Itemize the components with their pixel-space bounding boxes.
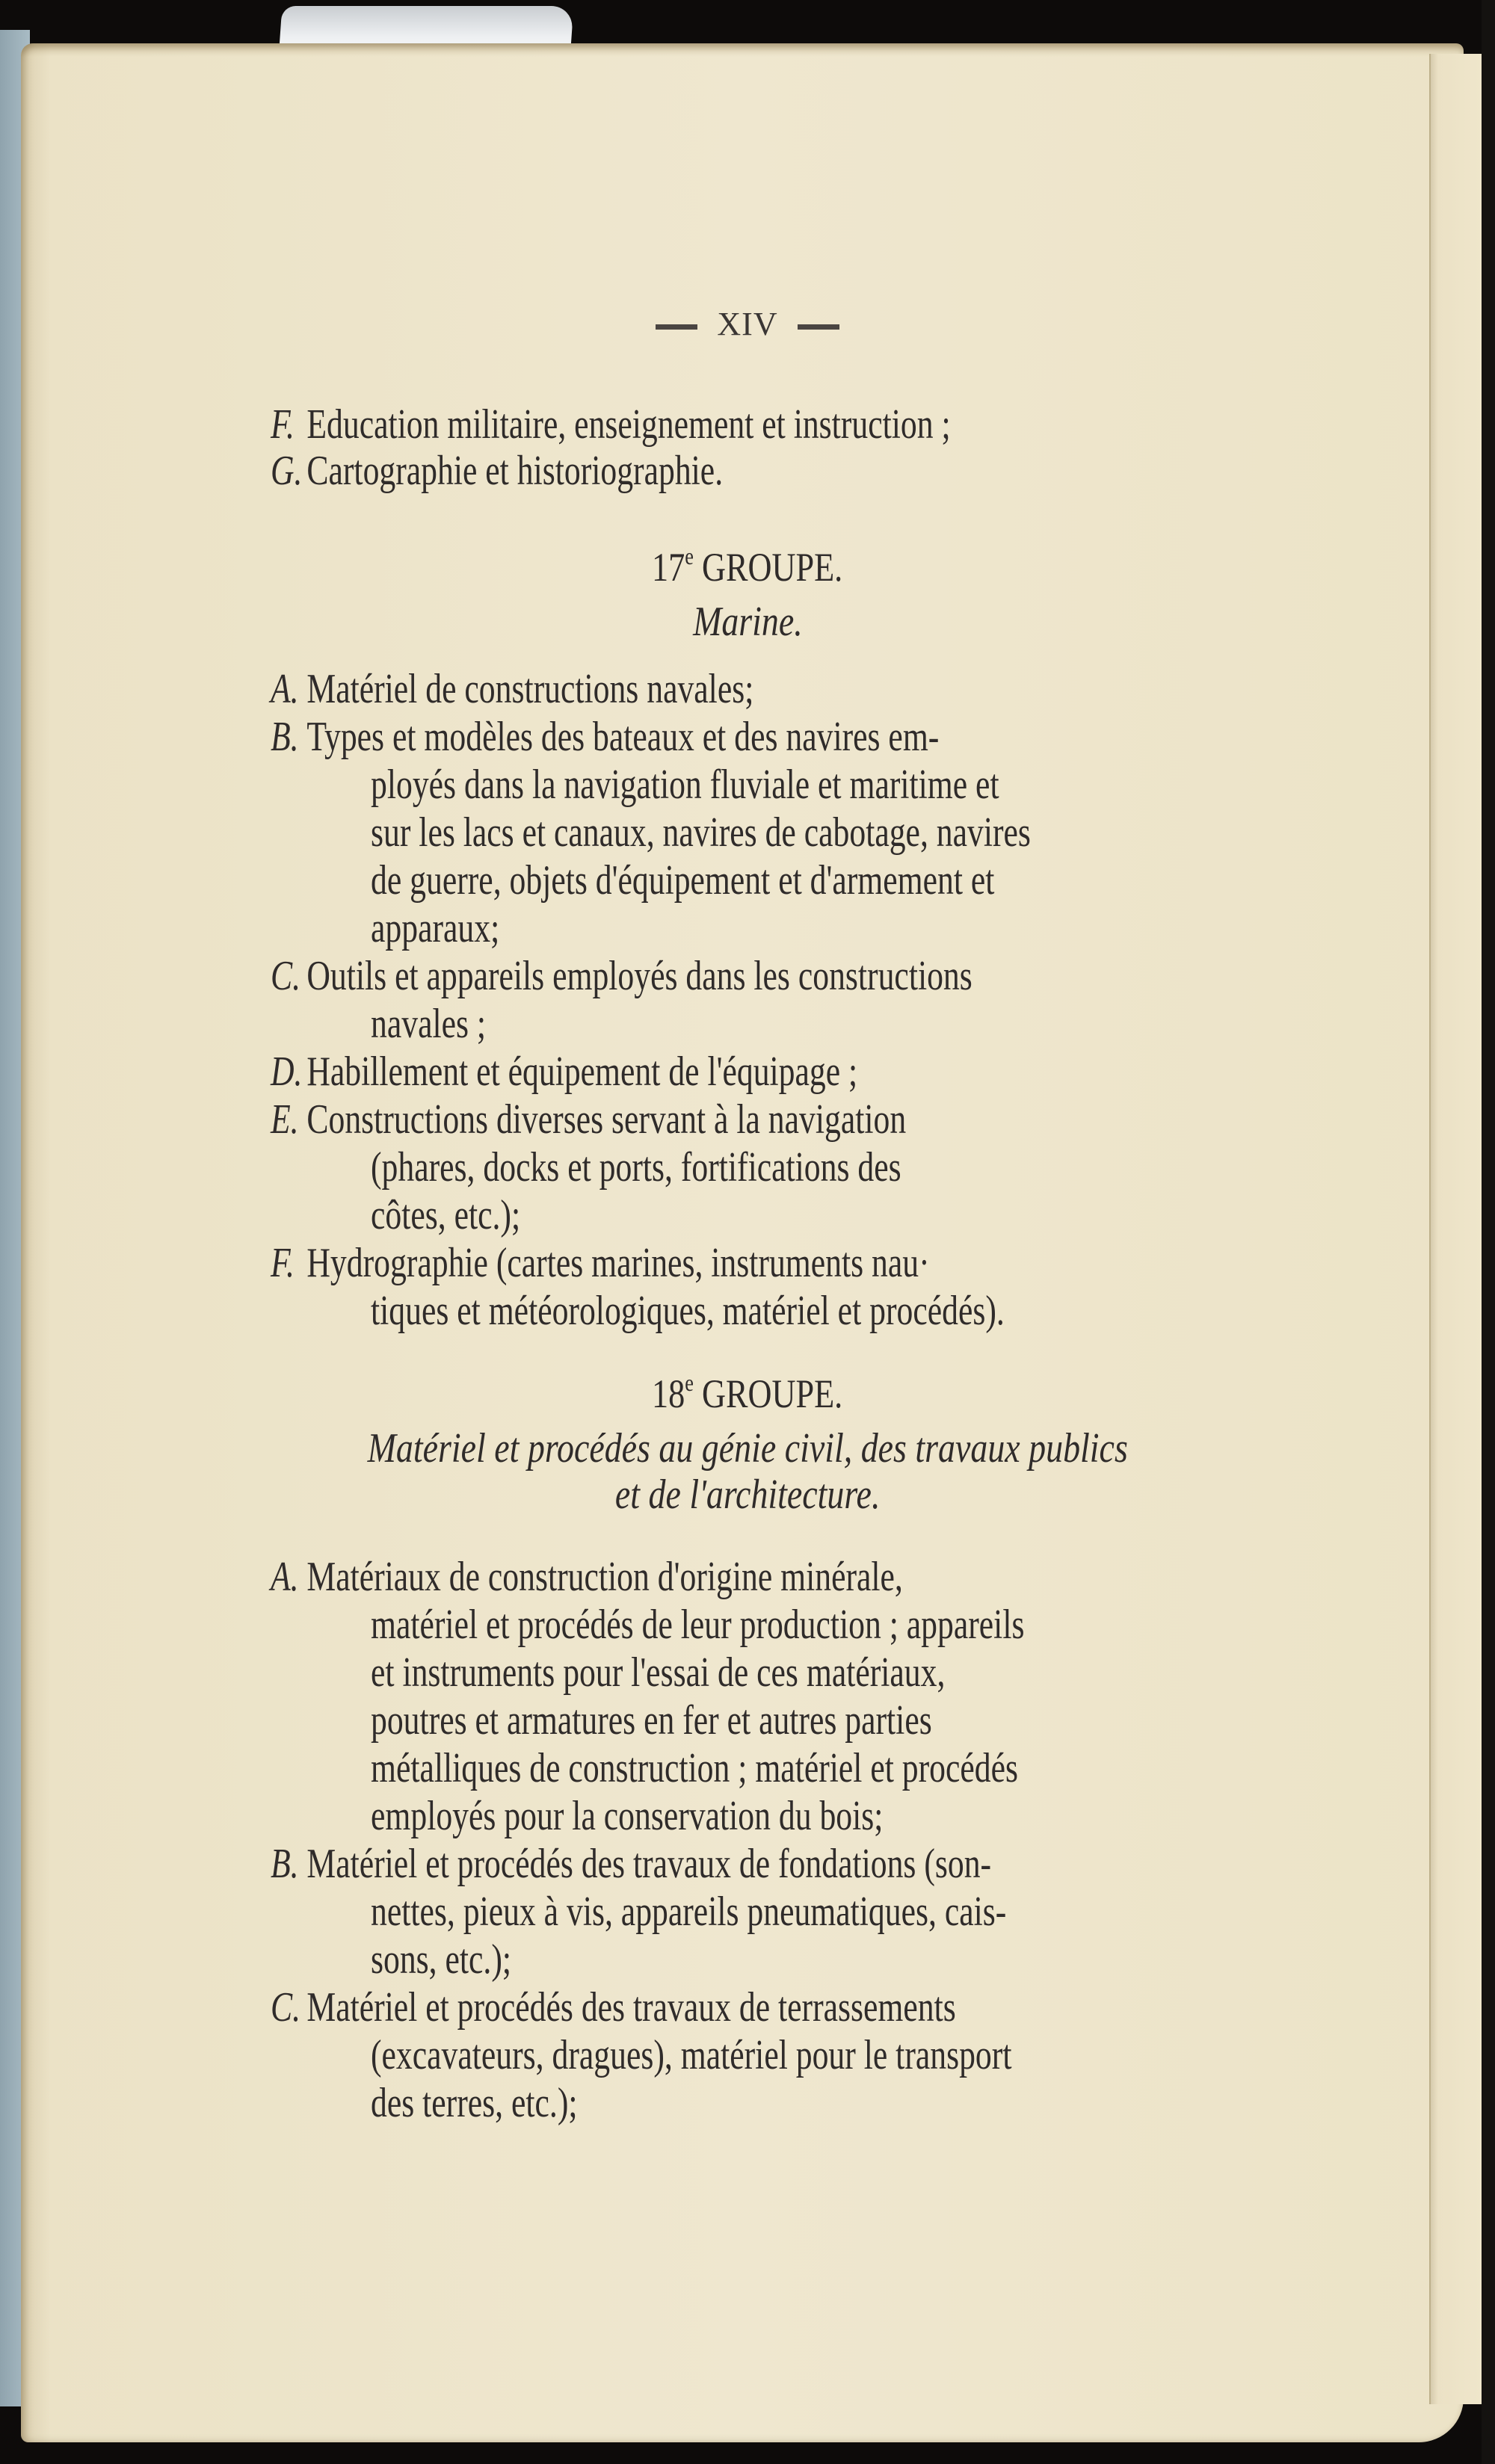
- item-label: A.: [271, 666, 299, 712]
- item-continuation: tiques et météorologiques, matériel et procédés).: [371, 1288, 1005, 1334]
- item-text: Outils et appareils employés dans les constructions: [306, 953, 972, 999]
- group-17-item-f: [271, 1239, 930, 1287]
- group-18-heading: [0, 1359, 1495, 1418]
- item-label: G.: [271, 448, 303, 494]
- group-17-item-c: [271, 952, 972, 1000]
- item-label: D.: [271, 1049, 303, 1095]
- item-label: C.: [271, 953, 301, 999]
- item-continuation: navales ;: [371, 1001, 487, 1047]
- item-continuation: sons, etc.);: [371, 1936, 512, 1983]
- group-18-subtitle: [0, 1424, 1495, 1472]
- group-18-item-a: [271, 1553, 903, 1601]
- item-continuation: et instruments pour l'essai de ces matériaux,: [371, 1649, 946, 1696]
- group-ordinal: e: [685, 543, 694, 569]
- group-18-item-b: [271, 1840, 991, 1888]
- item-continuation: apparaux;: [371, 905, 500, 951]
- item-continuation: ployés dans la navigation fluviale et maritime et: [371, 762, 999, 808]
- item-label: F.: [271, 1240, 295, 1286]
- folio-text: XIV: [717, 306, 778, 342]
- folio-dash-right: [798, 324, 839, 330]
- group-number: 17: [652, 545, 685, 590]
- subtitle-line: Matériel et procédés au génie civil, des travaux publics: [367, 1425, 1128, 1472]
- item-text: Education militaire, enseignement et instruction ;: [306, 401, 951, 448]
- item-label: B.: [271, 1841, 299, 1887]
- item-text: Cartographie et historiographie.: [306, 448, 724, 494]
- group-17-item-b: [271, 713, 939, 761]
- item-text: Constructions diverses servant à la navigation: [306, 1096, 907, 1143]
- item-text: Types et modèles des bateaux et des navires em-: [306, 714, 940, 760]
- item-continuation: (excavateurs, dragues), matériel pour le transport: [371, 2032, 1012, 2078]
- item-text: Matériel et procédés des travaux de terrassements: [306, 1984, 956, 2031]
- group-17-heading: [0, 532, 1495, 591]
- item-label: C.: [271, 1984, 301, 2031]
- item-continuation: (phares, docks et ports, fortifications des: [371, 1144, 901, 1191]
- group-17-item-a: [271, 665, 753, 713]
- item-continuation: sur les lacs et canaux, navires de cabotage, navires: [371, 809, 1031, 856]
- group-17-item-e: [271, 1096, 906, 1143]
- group-17-subtitle: [0, 598, 1495, 646]
- item-continuation: métalliques de construction ; matériel et procédés: [371, 1745, 1019, 1791]
- item-continuation: des terres, etc.);: [371, 2080, 578, 2126]
- folio-dash-left: [656, 324, 697, 330]
- item-continuation: employés pour la conservation du bois;: [371, 1793, 884, 1839]
- group-number: 18: [652, 1371, 685, 1416]
- page-number: [0, 305, 1495, 343]
- group-heading-text: GROUPE.: [702, 545, 843, 590]
- group-heading-text: GROUPE.: [702, 1371, 843, 1416]
- subtitle-line: Marine.: [692, 599, 803, 645]
- item-continuation: matériel et procédés de leur production ; appareils: [371, 1602, 1025, 1648]
- item-text: Hydrographie (cartes marines, instruments nau·: [306, 1240, 930, 1286]
- item-continuation: poutres et armatures en fer et autres parties: [371, 1697, 932, 1744]
- subtitle-line: et de l'architecture.: [614, 1472, 881, 1518]
- intro-item-f: [271, 401, 951, 448]
- item-label: B.: [271, 714, 299, 760]
- item-continuation: côtes, etc.);: [371, 1192, 521, 1238]
- item-text: Matériaux de construction d'origine minérale,: [306, 1554, 903, 1600]
- item-continuation: nettes, pieux à vis, appareils pneumatiques, cais-: [371, 1889, 1007, 1935]
- group-ordinal: e: [685, 1369, 694, 1396]
- item-text: Matériel et procédés des travaux de fondations (son-: [306, 1841, 992, 1887]
- item-label: A.: [271, 1554, 299, 1600]
- item-label: E.: [271, 1096, 299, 1143]
- item-text: Habillement et équipement de l'équipage ;: [306, 1049, 858, 1095]
- group-18-subtitle: [0, 1471, 1495, 1519]
- item-label: F.: [271, 401, 295, 448]
- item-text: Matériel de constructions navales;: [306, 666, 754, 712]
- item-continuation: de guerre, objets d'équipement et d'armement et: [371, 857, 995, 904]
- intro-item-g: [271, 447, 723, 495]
- group-18-item-c: [271, 1983, 956, 2031]
- group-17-item-d: [271, 1048, 857, 1096]
